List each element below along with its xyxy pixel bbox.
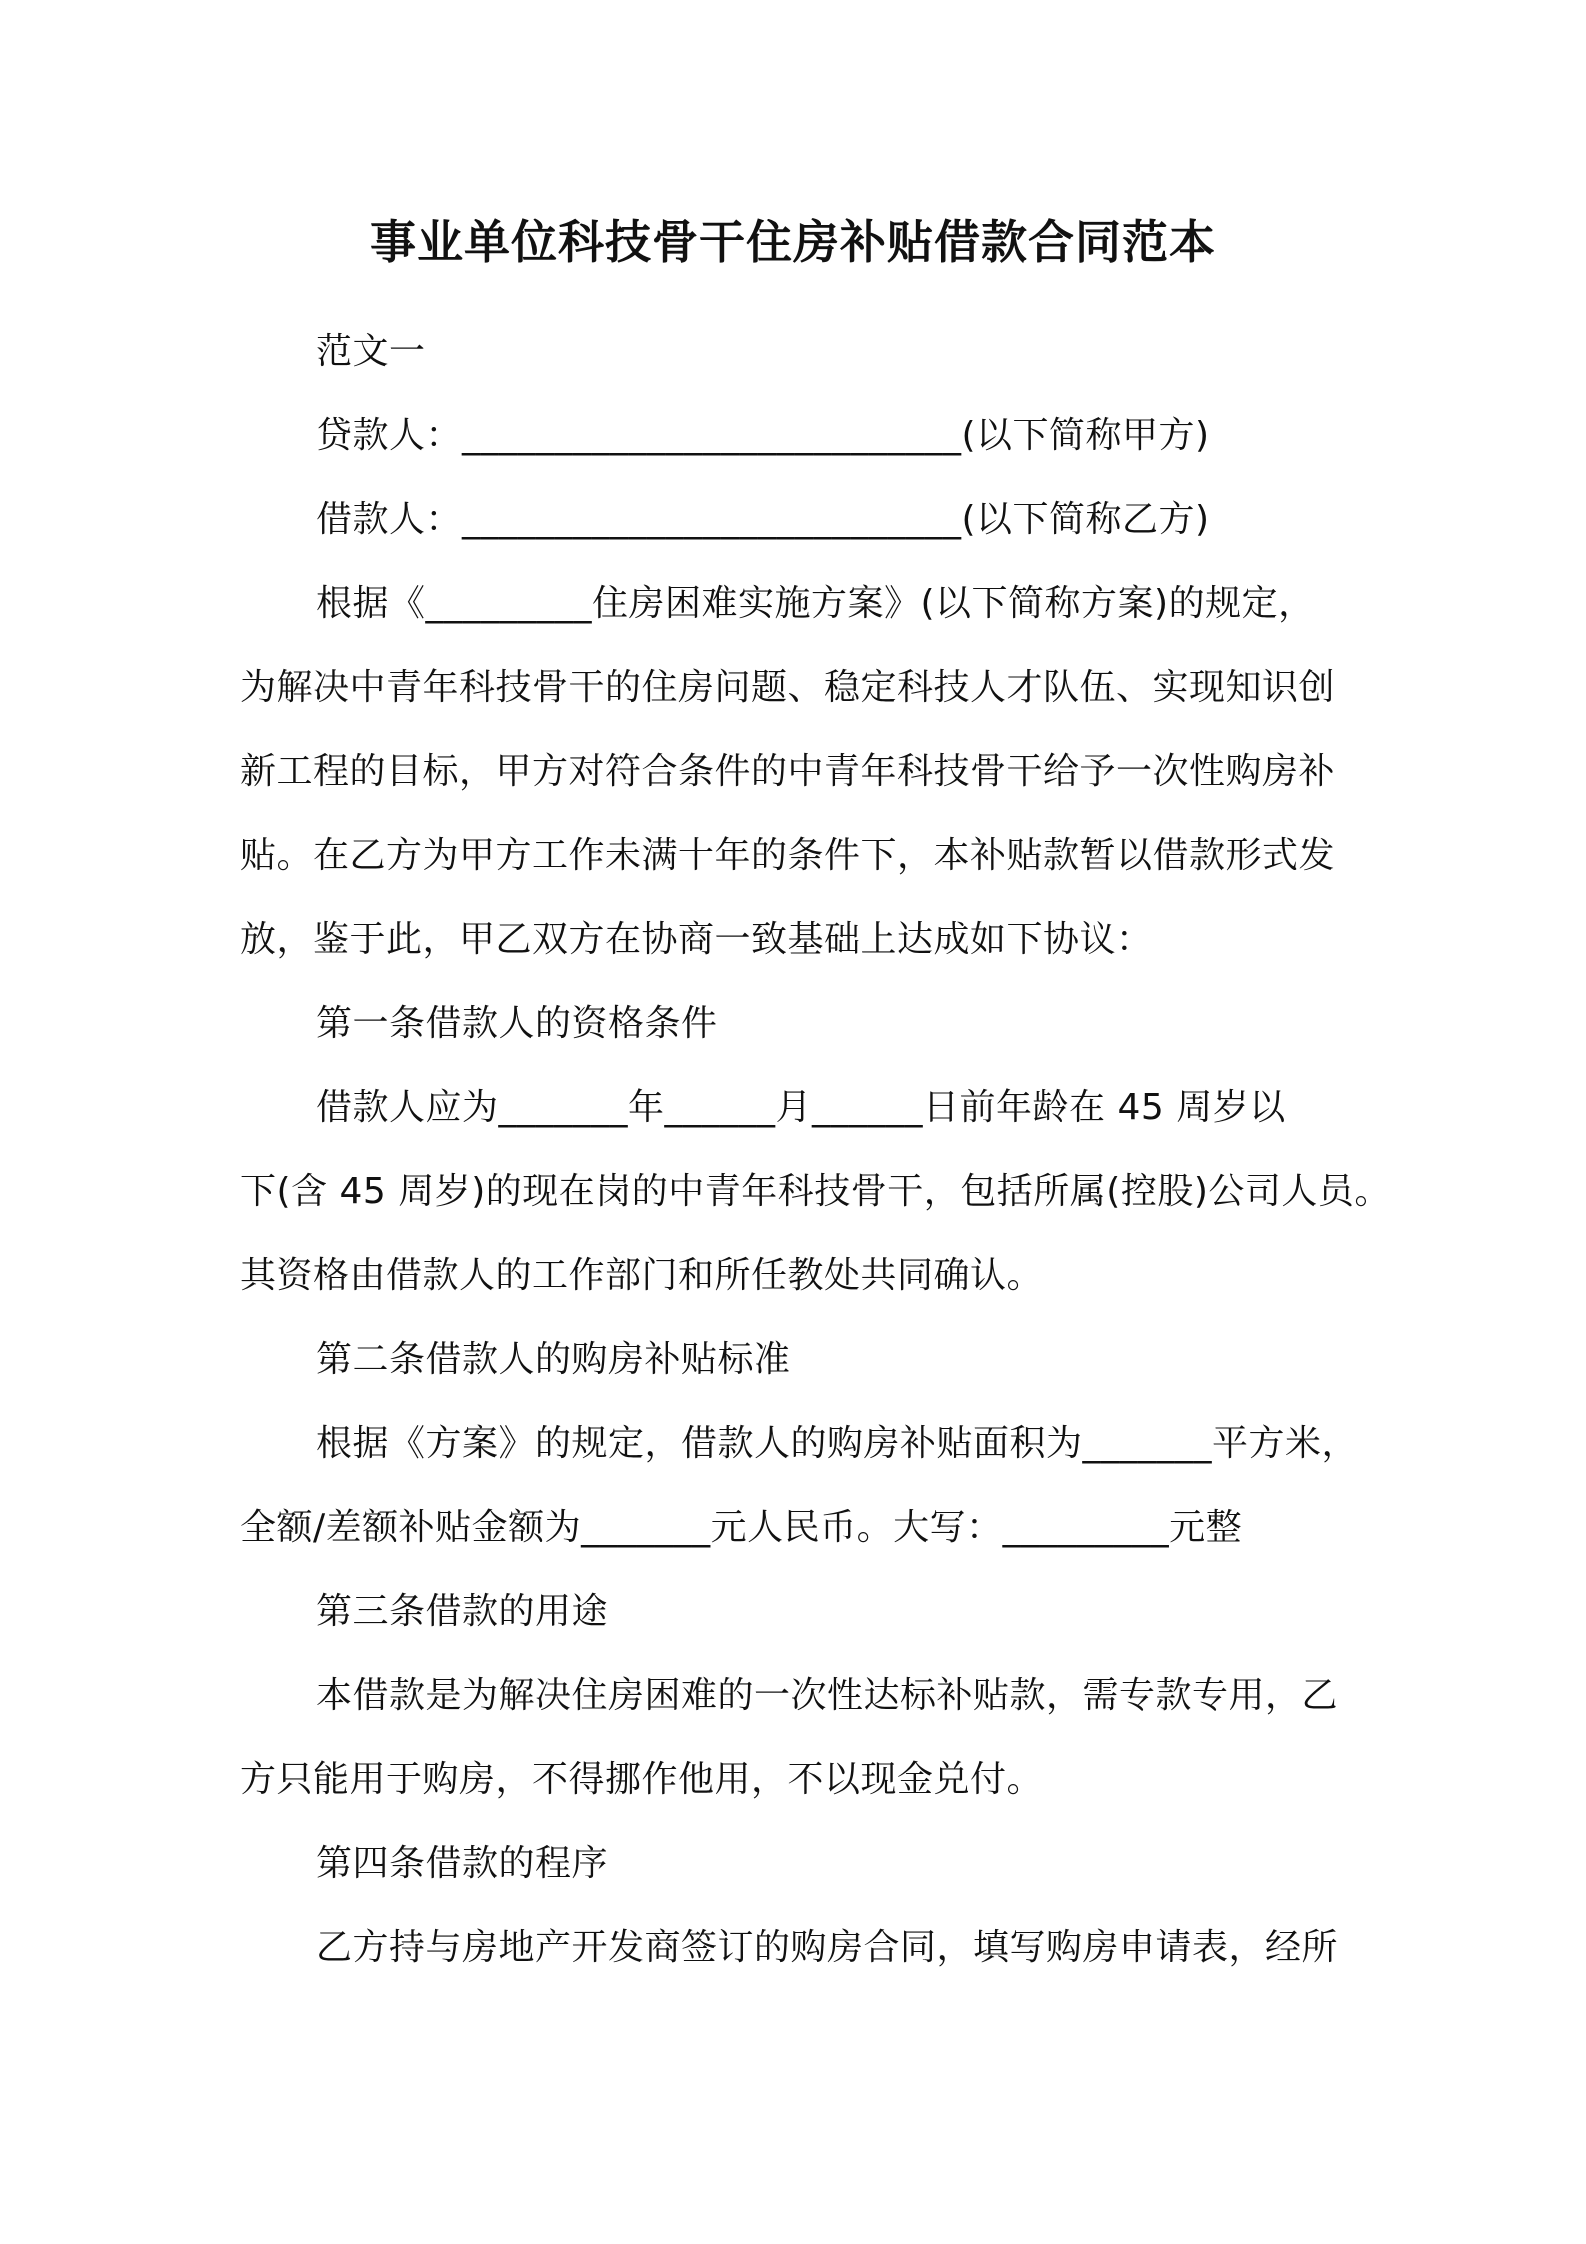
preamble-line: 放，鉴于此，甲乙双方在协商一致基础上达成如下协议： xyxy=(240,919,1153,960)
preamble-line: 新工程的目标，甲方对符合条件的中青年科技骨干给予一次性购房补 xyxy=(240,751,1336,792)
preamble-line: 为解决中青年科技骨干的住房问题、稳定科技人才队伍、实现知识创 xyxy=(240,667,1336,708)
borrower-line: 借款人：___________________________(以下简称乙方) xyxy=(316,499,1210,540)
article-body-line: 借款人应为_______年______月______日前年龄在 45 周岁以 xyxy=(316,1087,1286,1128)
article-body-line: 根据《方案》的规定，借款人的购房补贴面积为_______平方米， xyxy=(316,1423,1359,1464)
section-heading-sample-one: 范文一 xyxy=(316,331,426,372)
document-title: 事业单位科技骨干住房补贴借款合同范本 xyxy=(370,215,1216,269)
article-heading: 第二条借款人的购房补贴标准 xyxy=(316,1339,791,1380)
article-body-line: 方只能用于购房，不得挪作他用，不以现金兑付。 xyxy=(240,1759,1044,1800)
article-body-line: 全额/差额补贴金额为_______元人民币。大写：_________元整 xyxy=(240,1507,1243,1548)
article-body-line: 其资格由借款人的工作部门和所任教处共同确认。 xyxy=(240,1255,1044,1296)
lender-line: 贷款人：___________________________(以下简称甲方) xyxy=(316,415,1210,456)
article-heading: 第四条借款的程序 xyxy=(316,1843,609,1884)
article-heading: 第一条借款人的资格条件 xyxy=(316,1003,718,1044)
article-body-line: 本借款是为解决住房困难的一次性达标补贴款，需专款专用，乙 xyxy=(316,1675,1339,1716)
preamble-line: 贴。在乙方为甲方工作未满十年的条件下，本补贴款暂以借款形式发 xyxy=(240,835,1336,876)
article-body-line: 下(含 45 周岁)的现在岗的中青年科技骨干，包括所属(控股)公司人员。 xyxy=(240,1171,1391,1212)
article-body-line: 乙方持与房地产开发商签订的购房合同，填写购房申请表，经所 xyxy=(316,1927,1339,1968)
article-heading: 第三条借款的用途 xyxy=(316,1591,609,1632)
preamble-line: 根据《_________住房困难实施方案》(以下简称方案)的规定， xyxy=(316,583,1315,624)
